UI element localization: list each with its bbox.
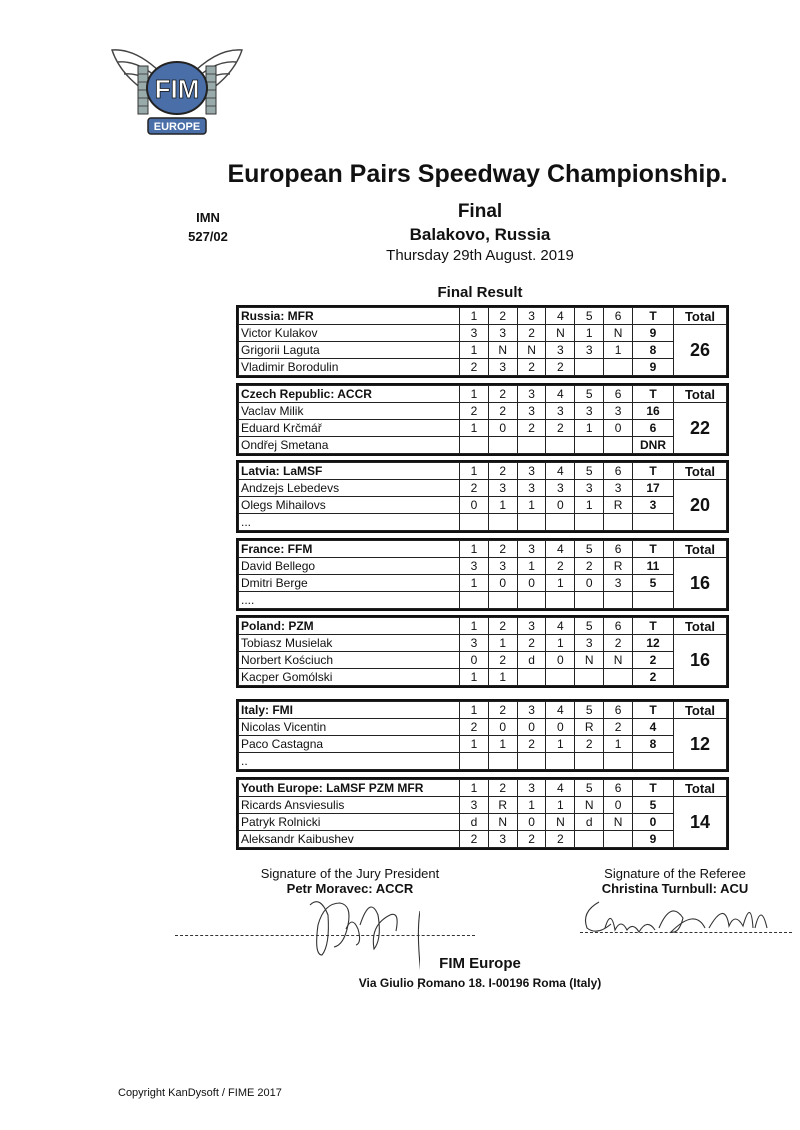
heat-score: 1 — [546, 797, 575, 814]
team-table — [238, 617, 727, 686]
heat-header: 2 — [488, 780, 517, 797]
event-stage: Final — [457, 201, 503, 222]
heat-score: 0 — [546, 719, 575, 736]
heat-header: 4 — [546, 702, 575, 719]
heat-score: 3 — [517, 480, 546, 497]
heat-header: 6 — [604, 702, 633, 719]
heat-score — [575, 831, 604, 848]
heat-score: N — [604, 814, 633, 831]
rider-total: 5 — [633, 797, 674, 814]
rider-total: 0 — [633, 814, 674, 831]
heat-score: 3 — [546, 342, 575, 359]
heat-score: 3 — [460, 797, 489, 814]
total-header: Total — [674, 386, 727, 403]
heat-header: 2 — [488, 618, 517, 635]
heat-header: 6 — [604, 386, 633, 403]
heat-score: 3 — [488, 831, 517, 848]
heat-score: R — [575, 719, 604, 736]
heat-score: 1 — [575, 497, 604, 514]
referee-name: Christina Turnbull: ACU — [601, 881, 749, 896]
total-header: Total — [674, 463, 727, 480]
rider-name: Vaclav Milik — [239, 403, 460, 420]
t-header: T — [633, 702, 674, 719]
rider-row — [239, 635, 727, 652]
heat-header: 1 — [460, 702, 489, 719]
heat-score: 3 — [546, 480, 575, 497]
heat-score: 0 — [517, 575, 546, 592]
heat-score — [517, 437, 546, 454]
heat-score: N — [546, 325, 575, 342]
heat-score: 3 — [546, 403, 575, 420]
heat-score — [517, 753, 546, 770]
rider-row — [239, 575, 727, 592]
t-header: T — [633, 386, 674, 403]
heat-score: 0 — [488, 575, 517, 592]
heat-score — [460, 437, 489, 454]
rider-name: Olegs Mihailovs — [239, 497, 460, 514]
heat-score: 2 — [546, 420, 575, 437]
team-total: 16 — [674, 558, 727, 609]
rider-total: 4 — [633, 719, 674, 736]
team-total: 14 — [674, 797, 727, 848]
rider-total: 8 — [633, 342, 674, 359]
rider-row — [239, 558, 727, 575]
heat-score: 0 — [460, 497, 489, 514]
t-header: T — [633, 463, 674, 480]
heat-score: 1 — [546, 635, 575, 652]
heat-header: 4 — [546, 463, 575, 480]
rider-total: 6 — [633, 420, 674, 437]
heat-score: 1 — [604, 342, 633, 359]
heat-score — [546, 514, 575, 531]
team-header-row — [239, 386, 727, 403]
heat-score: 0 — [517, 719, 546, 736]
heat-score: N — [546, 814, 575, 831]
heat-score — [604, 753, 633, 770]
heat-header: 3 — [517, 780, 546, 797]
heat-score: d — [460, 814, 489, 831]
heat-score: 3 — [460, 635, 489, 652]
imn-code — [178, 208, 238, 246]
t-header: T — [633, 308, 674, 325]
referee-label: Signature of the Referee — [604, 866, 746, 881]
team-name: Italy: FMI — [239, 702, 460, 719]
heat-score: 0 — [604, 797, 633, 814]
rider-total: 5 — [633, 575, 674, 592]
heat-header: 3 — [517, 618, 546, 635]
team-name: Youth Europe: LaMSF PZM MFR — [239, 780, 460, 797]
heat-score — [575, 359, 604, 376]
heat-score — [488, 514, 517, 531]
heat-header: 2 — [488, 702, 517, 719]
heat-header: 6 — [604, 463, 633, 480]
heat-score: N — [604, 325, 633, 342]
team-total: 26 — [674, 325, 727, 376]
heat-score: 0 — [604, 420, 633, 437]
heat-score: 2 — [517, 831, 546, 848]
team-header-row — [239, 702, 727, 719]
rider-name: Ricards Ansviesulis — [239, 797, 460, 814]
rider-total — [633, 514, 674, 531]
team-name: Czech Republic: ACCR — [239, 386, 460, 403]
team-name: Latvia: LaMSF — [239, 463, 460, 480]
heat-score — [460, 753, 489, 770]
heat-score — [575, 669, 604, 686]
rider-name: .. — [239, 753, 460, 770]
heat-header: 5 — [575, 463, 604, 480]
rider-name: Dmitri Berge — [239, 575, 460, 592]
rider-total: 9 — [633, 325, 674, 342]
total-header: Total — [674, 780, 727, 797]
heat-score: 1 — [517, 558, 546, 575]
event-venue: Balakovo, Russia — [409, 225, 551, 244]
team-name: Russia: MFR — [239, 308, 460, 325]
rider-name: Norbert Kościuch — [239, 652, 460, 669]
heat-header: 6 — [604, 618, 633, 635]
heat-score: 3 — [488, 480, 517, 497]
heat-header: 2 — [488, 308, 517, 325]
team-table — [238, 385, 727, 454]
team-name: Poland: PZM — [239, 618, 460, 635]
heat-header: 4 — [546, 618, 575, 635]
t-header: T — [633, 618, 674, 635]
heat-header: 5 — [575, 386, 604, 403]
heat-header: 2 — [488, 541, 517, 558]
rider-name: Aleksandr Kaibushev — [239, 831, 460, 848]
heat-header: 1 — [460, 386, 489, 403]
rider-total — [633, 753, 674, 770]
heat-score: 1 — [488, 635, 517, 652]
heat-score: 1 — [575, 325, 604, 342]
team-table — [238, 779, 727, 848]
rider-name: Nicolas Vicentin — [239, 719, 460, 736]
imn-number: 527/02 — [188, 229, 228, 244]
rider-total: DNR — [633, 437, 674, 454]
team-name: France: FFM — [239, 541, 460, 558]
heat-score: 0 — [460, 652, 489, 669]
heat-score — [604, 359, 633, 376]
heat-header: 4 — [546, 780, 575, 797]
heat-score: 2 — [460, 831, 489, 848]
heat-score: 3 — [575, 342, 604, 359]
copyright: Copyright KanDysoft / FIME 2017 — [118, 1087, 282, 1099]
rider-row — [239, 669, 727, 686]
heat-score: 3 — [460, 325, 489, 342]
heat-score: 1 — [546, 575, 575, 592]
rider-row — [239, 437, 727, 454]
heat-score: 2 — [546, 558, 575, 575]
heat-score: 1 — [575, 420, 604, 437]
rider-total: 3 — [633, 497, 674, 514]
heat-score — [546, 592, 575, 609]
t-header: T — [633, 541, 674, 558]
heat-score — [546, 669, 575, 686]
total-header: Total — [674, 308, 727, 325]
team-header-row — [239, 463, 727, 480]
heat-score — [488, 753, 517, 770]
rider-row — [239, 592, 727, 609]
rider-name: Patryk Rolnicki — [239, 814, 460, 831]
heat-score — [604, 669, 633, 686]
heat-header: 3 — [517, 308, 546, 325]
heat-score — [604, 831, 633, 848]
heat-score — [575, 514, 604, 531]
rider-row — [239, 359, 727, 376]
jury-name: Petr Moravec: ACCR — [286, 881, 414, 896]
footer-address: Via Giulio Romano 18. I-00196 Roma (Italy) — [358, 976, 602, 990]
rider-name: Paco Castagna — [239, 736, 460, 753]
heat-score: 1 — [460, 575, 489, 592]
heat-score: 0 — [517, 814, 546, 831]
heat-score: 1 — [460, 342, 489, 359]
heat-score: 2 — [517, 635, 546, 652]
team-total: 12 — [674, 719, 727, 770]
heat-score: 0 — [488, 719, 517, 736]
total-header: Total — [674, 541, 727, 558]
rider-total: 9 — [633, 359, 674, 376]
heat-header: 2 — [488, 386, 517, 403]
heat-score — [460, 514, 489, 531]
heat-header: 5 — [575, 702, 604, 719]
rider-row — [239, 736, 727, 753]
heat-score: 2 — [604, 719, 633, 736]
rider-row — [239, 719, 727, 736]
rider-row — [239, 814, 727, 831]
heat-score: 3 — [604, 480, 633, 497]
heat-score: 3 — [575, 635, 604, 652]
heat-header: 1 — [460, 541, 489, 558]
logo-subtext: EUROPE — [153, 121, 201, 133]
heat-header: 5 — [575, 541, 604, 558]
rider-total: 16 — [633, 403, 674, 420]
fim-europe-footer — [300, 955, 660, 990]
team-total: 22 — [674, 403, 727, 454]
team-total: 20 — [674, 480, 727, 531]
team-header-row — [239, 308, 727, 325]
heat-header: 1 — [460, 463, 489, 480]
heat-header: 4 — [546, 541, 575, 558]
footer-org: FIM Europe — [439, 955, 521, 972]
heat-score — [517, 592, 546, 609]
rider-total: 11 — [633, 558, 674, 575]
rider-name: Tobiasz Musielak — [239, 635, 460, 652]
heat-score — [488, 437, 517, 454]
heat-score — [517, 669, 546, 686]
event-date: Thursday 29th August. 2019 — [386, 247, 574, 264]
rider-name: Ondřej Smetana — [239, 437, 460, 454]
rider-name: Andzejs Lebedevs — [239, 480, 460, 497]
heat-score: 3 — [604, 403, 633, 420]
rider-row — [239, 652, 727, 669]
heat-score — [604, 592, 633, 609]
heat-header: 1 — [460, 780, 489, 797]
heat-score: 2 — [517, 736, 546, 753]
team-header-row — [239, 780, 727, 797]
heat-score: 2 — [575, 558, 604, 575]
heat-score: 3 — [488, 325, 517, 342]
heat-score: 2 — [604, 635, 633, 652]
rider-name: ... — [239, 514, 460, 531]
heat-score: 1 — [604, 736, 633, 753]
heat-score: d — [575, 814, 604, 831]
heat-score: d — [517, 652, 546, 669]
heat-score: 2 — [546, 831, 575, 848]
heat-score: N — [517, 342, 546, 359]
referee-handwritten-signature — [575, 888, 775, 948]
heat-score: N — [575, 797, 604, 814]
heat-score — [460, 592, 489, 609]
heat-score: N — [488, 342, 517, 359]
heat-score: 1 — [488, 736, 517, 753]
heat-header: 5 — [575, 618, 604, 635]
rider-name: Victor Kulakov — [239, 325, 460, 342]
heat-score: 2 — [460, 403, 489, 420]
heat-score: 1 — [517, 797, 546, 814]
heat-score: 0 — [546, 652, 575, 669]
rider-row — [239, 514, 727, 531]
heat-score: 2 — [517, 325, 546, 342]
heat-score — [575, 592, 604, 609]
rider-total — [633, 592, 674, 609]
rider-row — [239, 831, 727, 848]
rider-name: .... — [239, 592, 460, 609]
heat-score: 1 — [546, 736, 575, 753]
rider-row — [239, 753, 727, 770]
heat-score — [575, 437, 604, 454]
heat-score: 0 — [546, 497, 575, 514]
heat-header: 4 — [546, 308, 575, 325]
rider-total: 9 — [633, 831, 674, 848]
heat-header: 6 — [604, 541, 633, 558]
rider-total: 17 — [633, 480, 674, 497]
heat-score: 1 — [460, 669, 489, 686]
rider-row — [239, 497, 727, 514]
heat-score: 1 — [460, 736, 489, 753]
total-header: Total — [674, 702, 727, 719]
heat-header: 3 — [517, 463, 546, 480]
heat-score: R — [604, 558, 633, 575]
heat-score: 1 — [460, 420, 489, 437]
rider-total: 12 — [633, 635, 674, 652]
heat-score: 2 — [460, 480, 489, 497]
heat-score: N — [604, 652, 633, 669]
rider-total: 2 — [633, 669, 674, 686]
heat-score — [604, 437, 633, 454]
heat-header: 6 — [604, 308, 633, 325]
heat-score: 2 — [575, 736, 604, 753]
team-table — [238, 307, 727, 376]
heat-score: N — [488, 814, 517, 831]
heat-score — [604, 514, 633, 531]
heat-header: 2 — [488, 463, 517, 480]
heat-score: 0 — [575, 575, 604, 592]
heat-score: 2 — [460, 719, 489, 736]
rider-row — [239, 420, 727, 437]
heat-header: 1 — [460, 308, 489, 325]
heat-score — [546, 753, 575, 770]
heat-header: 6 — [604, 780, 633, 797]
heat-header: 3 — [517, 386, 546, 403]
heat-score: 2 — [488, 403, 517, 420]
heat-score: N — [575, 652, 604, 669]
heat-score: 3 — [517, 403, 546, 420]
heat-score: 1 — [488, 497, 517, 514]
rider-row — [239, 480, 727, 497]
team-header-row — [239, 618, 727, 635]
heat-score: 1 — [488, 669, 517, 686]
heat-score — [575, 753, 604, 770]
heat-header: 1 — [460, 618, 489, 635]
heat-score: 3 — [604, 575, 633, 592]
heat-score: 2 — [546, 359, 575, 376]
rider-total: 8 — [633, 736, 674, 753]
total-header: Total — [674, 618, 727, 635]
heat-score — [546, 437, 575, 454]
heat-header: 4 — [546, 386, 575, 403]
heat-header: 3 — [517, 541, 546, 558]
rider-row — [239, 342, 727, 359]
heat-score: 2 — [517, 420, 546, 437]
logo-text: FIM — [154, 74, 200, 104]
rider-name: Grigorii Laguta — [239, 342, 460, 359]
page-title: European Pairs Speedway Championship. — [227, 160, 728, 188]
rider-total: 2 — [633, 652, 674, 669]
heat-score: 3 — [488, 558, 517, 575]
heat-score: 1 — [517, 497, 546, 514]
heat-score: 3 — [488, 359, 517, 376]
heat-score: R — [604, 497, 633, 514]
rider-row — [239, 403, 727, 420]
heat-score: 3 — [575, 403, 604, 420]
heat-header: 5 — [575, 308, 604, 325]
heat-score: 3 — [460, 558, 489, 575]
heat-score: 2 — [460, 359, 489, 376]
fim-europe-logo — [108, 40, 246, 142]
team-table — [238, 701, 727, 770]
heat-score: 2 — [517, 359, 546, 376]
rider-name: David Bellego — [239, 558, 460, 575]
t-header: T — [633, 780, 674, 797]
heat-score — [517, 514, 546, 531]
rider-name: Kacper Gomólski — [239, 669, 460, 686]
rider-name: Vladimir Borodulin — [239, 359, 460, 376]
heat-header: 5 — [575, 780, 604, 797]
heat-score: R — [488, 797, 517, 814]
team-table — [238, 462, 727, 531]
heat-score — [488, 592, 517, 609]
heat-header: 3 — [517, 702, 546, 719]
result-title: Final Result — [437, 284, 523, 301]
team-table — [238, 540, 727, 609]
rider-row — [239, 797, 727, 814]
heat-score: 3 — [575, 480, 604, 497]
rider-row — [239, 325, 727, 342]
team-header-row — [239, 541, 727, 558]
rider-name: Eduard Krčmář — [239, 420, 460, 437]
heat-score: 2 — [488, 652, 517, 669]
heat-score: 0 — [488, 420, 517, 437]
team-total: 16 — [674, 635, 727, 686]
imn-label: IMN — [196, 210, 220, 225]
event-info — [330, 200, 630, 266]
jury-label: Signature of the Jury President — [260, 866, 440, 881]
